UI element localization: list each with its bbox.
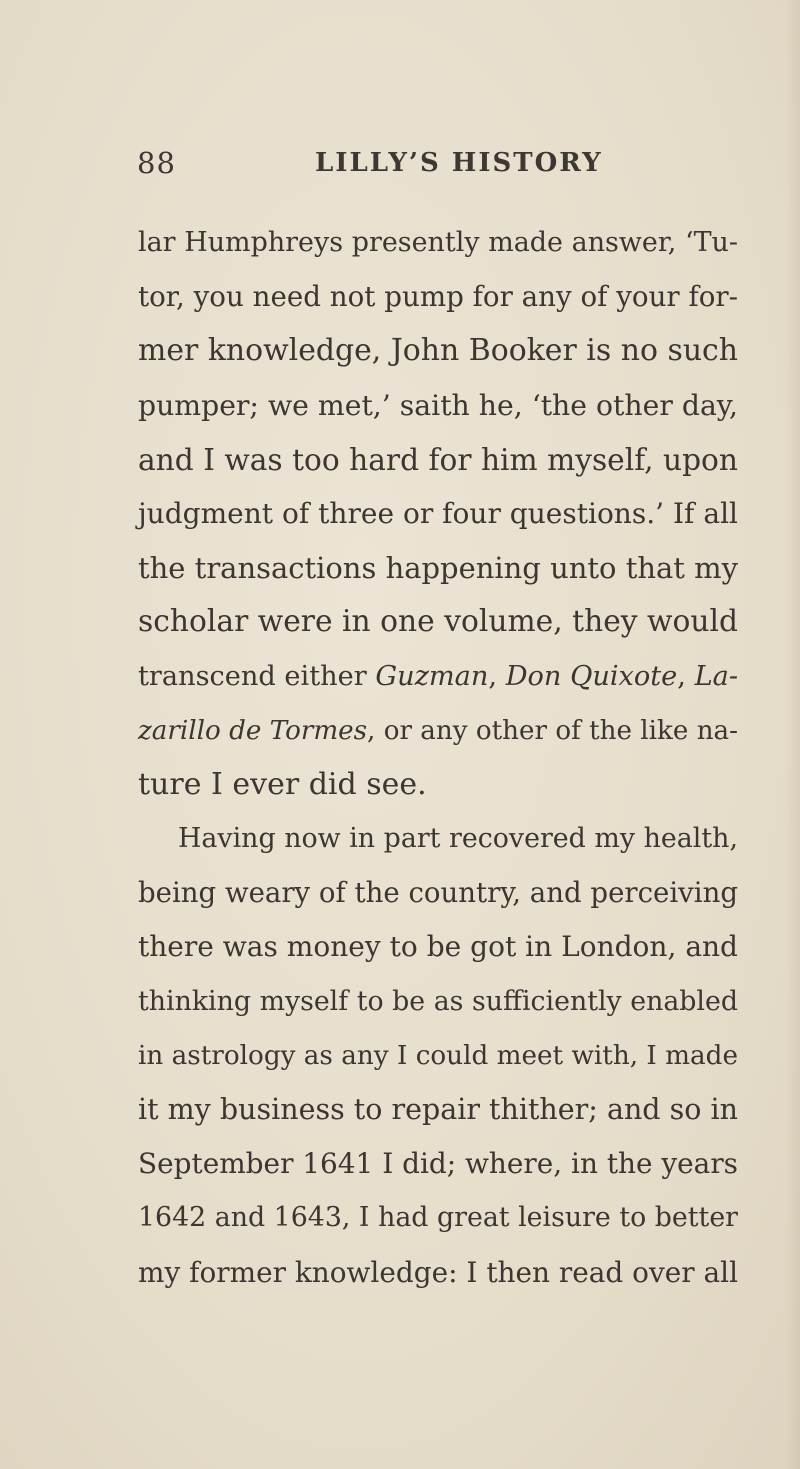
italic-title-lazarillo-end: zarillo de Tormes — [138, 715, 368, 746]
text-line: pumper; we met,’ saith he, ‘the other day, — [138, 388, 738, 422]
text-line: being weary of the country, and perceiving — [138, 876, 738, 910]
text-line: September 1641 I did; where, in the years — [138, 1147, 738, 1181]
text-line-paragraph-end: ture I ever did see. — [138, 766, 427, 802]
text-line: 1642 and 1643, I had great leisure to better — [138, 1202, 738, 1234]
text-line: in astrology as any I could meet with, I made — [138, 1040, 738, 1071]
text-line: mer knowledge, John Booker is no such — [138, 333, 738, 369]
text-line: lar Humphreys presently made answer, ‘Tu- — [138, 227, 738, 258]
text-line-paragraph-start: Having now in part recovered my health, — [178, 823, 738, 855]
italic-title-don-quixote: Don Quixote — [505, 660, 678, 692]
text-line: my former knowledge: I then read over all — [138, 1255, 738, 1289]
page-number: 88 — [137, 146, 176, 180]
page-edge-shadow — [786, 0, 800, 1469]
italic-title-guzman: Guzman — [375, 660, 489, 692]
text-line: and I was too hard for him myself, upon — [138, 441, 738, 477]
text-line: scholar were in one volume, they would — [138, 604, 738, 640]
text-line: the transactions happening unto that my — [138, 551, 738, 586]
text-line: there was money to be got in London, and — [138, 930, 738, 964]
text-line: judgment of three or four questions.’ If all — [138, 496, 738, 530]
text-line: tor, you need not pump for any of your for- — [138, 280, 738, 314]
body-text — [138, 216, 738, 1300]
running-head — [0, 146, 800, 186]
text-line: it my business to repair thither; and so in — [138, 1093, 738, 1126]
text-line — [138, 704, 738, 758]
text-segment: , — [677, 660, 695, 692]
text-line — [138, 650, 738, 704]
text-segment: , or any other of the like na- — [367, 715, 738, 746]
text-segment: , — [488, 660, 506, 692]
text-segment: transcend either — [138, 660, 376, 692]
text-line: thinking myself to be as sufficiently enabled — [138, 985, 738, 1017]
italic-title-lazarillo-start: La- — [694, 660, 739, 692]
running-title: LILLY’S HISTORY — [315, 148, 603, 178]
